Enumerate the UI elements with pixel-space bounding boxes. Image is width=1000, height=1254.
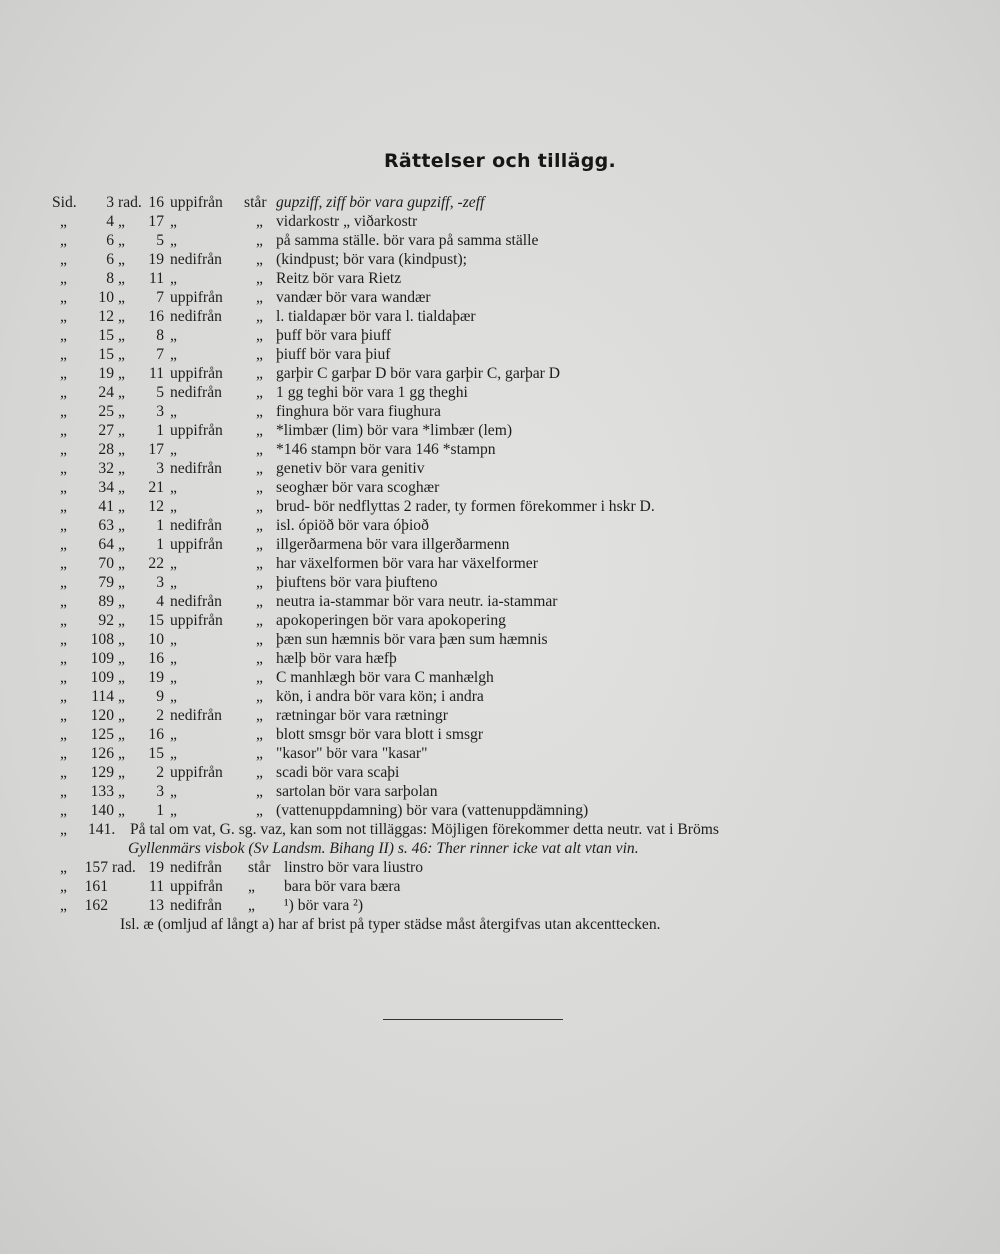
errata-direction: uppifrån [170, 878, 223, 895]
errata-text: þuff bör vara þiuff [276, 327, 392, 344]
errata-direction: „ [170, 327, 177, 344]
errata-text: illgerðarmena bör vara illgerðarmenn [276, 536, 510, 553]
quote-mark: „ [60, 726, 67, 743]
errata-sid: 157 [84, 859, 108, 876]
errata-direction: „ [170, 802, 177, 819]
errata-direction: „ [170, 555, 177, 572]
errata-direction: „ [170, 745, 177, 762]
paragraph-line-2: Gyllenmärs visbok (Sv Landsm. Bihang II) s. 46: Ther rinner icke vat alt vtan vin. [128, 840, 639, 857]
quote-mark: „ [60, 517, 67, 534]
quote-mark: „ [60, 574, 67, 591]
quote-mark: „ [60, 479, 67, 496]
errata-text: þiuff bör vara þiuf [276, 346, 391, 363]
errata-direction: uppifrån [170, 194, 223, 211]
quote-mark: „ [256, 251, 263, 268]
errata-text: (kindpust; bör vara (kindpust); [276, 251, 467, 268]
errata-line: 1 [156, 802, 164, 819]
quote-mark: „ [60, 878, 67, 895]
errata-text: vandær bör vara wandær [276, 289, 431, 306]
quote-mark: „ [118, 631, 125, 648]
errata-list [52, 193, 972, 934]
errata-sid: 19 [98, 365, 114, 382]
errata-row [52, 725, 972, 744]
errata-sid: 24 [98, 384, 114, 401]
errata-line: 3 [156, 574, 164, 591]
errata-direction: uppifrån [170, 536, 223, 553]
quote-mark: „ [60, 384, 67, 401]
errata-direction: „ [170, 574, 177, 591]
errata-line: 17 [148, 213, 164, 230]
quote-mark: „ [60, 897, 67, 914]
errata-row [52, 535, 972, 554]
errata-row [52, 649, 972, 668]
errata-line: 9 [156, 688, 164, 705]
quote-mark: „ [256, 669, 263, 686]
quote-mark: „ [256, 650, 263, 667]
errata-direction: uppifrån [170, 422, 223, 439]
errata-line: 3 [156, 783, 164, 800]
errata-text: l. tialdapær bör vara l. tialdaþær [276, 308, 476, 325]
errata-row [52, 573, 972, 592]
errata-row [52, 744, 972, 763]
errata-text: på samma ställe. bör vara på samma ställe [276, 232, 539, 249]
errata-text: ¹) bör vara ²) [284, 897, 364, 914]
errata-text: (vattenuppdamning) bör vara (vattenuppdämning) [276, 802, 589, 819]
errata-line: 4 [156, 593, 164, 610]
errata-row [52, 592, 972, 611]
errata-text: vidarkostr „ viðarkostr [276, 213, 418, 230]
errata-direction: „ [170, 631, 177, 648]
errata-direction: uppifrån [170, 289, 223, 306]
quote-mark: „ [256, 460, 263, 477]
errata-text: scadi bör vara scaþi [276, 764, 400, 781]
errata-sid: 6 [106, 251, 114, 268]
errata-sid: 140 [90, 802, 114, 819]
errata-row [52, 687, 972, 706]
errata-row [52, 250, 972, 269]
quote-mark: „ [256, 764, 263, 781]
quote-mark: „ [60, 783, 67, 800]
errata-row [52, 269, 972, 288]
errata-row [52, 554, 972, 573]
quote-mark: „ [60, 631, 67, 648]
errata-line: 16 [148, 650, 164, 667]
errata-line: 11 [148, 270, 164, 287]
errata-row [52, 763, 972, 782]
errata-text: þæn sun hæmnis bör vara þæn sum hæmnis [276, 631, 548, 648]
quote-mark: „ [60, 650, 67, 667]
quote-mark: „ [256, 441, 263, 458]
errata-sid: 161 [84, 878, 108, 895]
quote-mark: „ [60, 346, 67, 363]
quote-mark: „ [118, 479, 125, 496]
errata-direction: nedifrån [170, 460, 222, 477]
rad-label: rad. [118, 194, 142, 211]
errata-sid: 63 [98, 517, 114, 534]
quote-mark: „ [256, 612, 263, 629]
quote-mark: „ [256, 403, 263, 420]
errata-sid: 109 [90, 650, 114, 667]
quote-mark: „ [60, 555, 67, 572]
errata-text: apokoperingen bör vara apokopering [276, 612, 506, 629]
errata-row [52, 896, 972, 915]
quote-mark: „ [256, 688, 263, 705]
errata-direction: uppifrån [170, 612, 223, 629]
quote-mark: „ [118, 422, 125, 439]
errata-direction: „ [170, 688, 177, 705]
note-paragraph [52, 820, 972, 858]
quote-mark: „ [60, 688, 67, 705]
errata-text: hælþ bör vara hæfþ [276, 650, 397, 667]
errata-text: Reitz bör vara Rietz [276, 270, 402, 287]
errata-row [52, 497, 972, 516]
errata-line: 7 [156, 346, 164, 363]
quote-mark: „ [118, 764, 125, 781]
quote-mark: „ [60, 289, 67, 306]
errata-row [52, 668, 972, 687]
errata-sid: 89 [98, 593, 114, 610]
quote-mark: „ [256, 555, 263, 572]
errata-direction: nedifrån [170, 251, 222, 268]
errata-row [52, 288, 972, 307]
errata-direction: uppifrån [170, 764, 223, 781]
quote-mark: „ [256, 289, 263, 306]
errata-sid: 8 [106, 270, 114, 287]
errata-sid: 15 [98, 346, 114, 363]
rad-label: rad. [112, 859, 136, 876]
errata-line: 19 [148, 251, 164, 268]
quote-mark: „ [118, 365, 125, 382]
quote-mark: „ [256, 422, 263, 439]
errata-line: 8 [156, 327, 164, 344]
quote-mark: „ [256, 346, 263, 363]
quote-mark: „ [60, 308, 67, 325]
errata-line: 15 [148, 612, 164, 629]
quote-mark: „ [256, 517, 263, 534]
quote-mark: „ [60, 327, 67, 344]
errata-direction: nedifrån [170, 859, 222, 876]
quote-mark: „ [118, 308, 125, 325]
errata-row [52, 231, 972, 250]
quote-mark: „ [60, 251, 67, 268]
errata-text: 1 gg teghi bör vara 1 gg theghi [276, 384, 468, 401]
quote-mark: „ [60, 270, 67, 287]
quote-mark: „ [60, 536, 67, 553]
quote-mark: „ [118, 688, 125, 705]
quote-mark: „ [118, 650, 125, 667]
errata-sid: 15 [98, 327, 114, 344]
errata-direction: nedifrån [170, 308, 222, 325]
errata-direction: „ [170, 270, 177, 287]
errata-sid: 34 [98, 479, 114, 496]
errata-line: 10 [148, 631, 164, 648]
errata-row [52, 782, 972, 801]
errata-text: gupziff, ziff bör vara gupziff, -zeff [276, 194, 485, 211]
quote-mark: „ [60, 859, 67, 876]
errata-line: 5 [156, 384, 164, 401]
errata-line: 1 [156, 422, 164, 439]
quote-mark: „ [118, 213, 125, 230]
quote-mark: „ [60, 213, 67, 230]
errata-row [52, 307, 972, 326]
errata-row [52, 212, 972, 231]
errata-line: 16 [148, 194, 164, 211]
errata-text: rætningar bör vara rætningr [276, 707, 448, 724]
sid-label: Sid. [52, 194, 77, 211]
errata-row-first [52, 193, 972, 212]
quote-mark: „ [256, 308, 263, 325]
quote-mark: „ [256, 631, 263, 648]
errata-row [52, 383, 972, 402]
star-label: står [248, 859, 271, 876]
quote-mark: „ [256, 365, 263, 382]
quote-mark: „ [118, 536, 125, 553]
quote-mark: „ [118, 802, 125, 819]
errata-sid: 41 [98, 498, 114, 515]
errata-row [52, 364, 972, 383]
quote-mark: „ [118, 593, 125, 610]
footnote [52, 915, 972, 934]
errata-text: linstro bör vara liustro [284, 859, 424, 876]
errata-text: garþir C garþar D bör vara garþir C, garþar D [276, 365, 561, 382]
quote-mark: „ [118, 327, 125, 344]
quote-mark: „ [256, 745, 263, 762]
page-title: Rättelser och tillägg. [383, 150, 617, 172]
quote-mark: „ [256, 498, 263, 515]
errata-line: 17 [148, 441, 164, 458]
errata-sid: 6 [106, 232, 114, 249]
quote-mark: „ [256, 479, 263, 496]
errata-sid: 92 [98, 612, 114, 629]
errata-text: blott smsgr bör vara blott i smsgr [276, 726, 484, 743]
quote-mark: „ [118, 612, 125, 629]
errata-line: 19 [148, 859, 164, 876]
quote-mark: „ [118, 726, 125, 743]
errata-row [52, 345, 972, 364]
separator-rule [383, 1019, 563, 1020]
errata-text: C manhlægh bör vara C manhælgh [276, 669, 494, 686]
quote-mark: „ [256, 726, 263, 743]
paragraph-sid: 141. [88, 821, 116, 838]
errata-row [52, 801, 972, 820]
quote-mark: „ [60, 802, 67, 819]
quote-mark: „ [118, 346, 125, 363]
quote-mark: „ [118, 498, 125, 515]
errata-direction: nedifrån [170, 384, 222, 401]
errata-direction: „ [170, 498, 177, 515]
errata-text: neutra ia-stammar bör vara neutr. ia-stammar [276, 593, 558, 610]
errata-text: seoghær bör vara scoghær [276, 479, 440, 496]
errata-line: 13 [148, 897, 164, 914]
errata-direction: „ [170, 669, 177, 686]
quote-mark: „ [256, 327, 263, 344]
errata-line: 7 [156, 289, 164, 306]
errata-row [52, 516, 972, 535]
errata-sid: 126 [90, 745, 114, 762]
quote-mark: „ [60, 403, 67, 420]
errata-line: 16 [148, 726, 164, 743]
errata-row [52, 326, 972, 345]
errata-line: 5 [156, 232, 164, 249]
errata-sid: 109 [90, 669, 114, 686]
quote-mark: „ [60, 232, 67, 249]
quote-mark: „ [118, 251, 125, 268]
quote-mark: „ [118, 669, 125, 686]
quote-mark: „ [60, 441, 67, 458]
quote-mark: „ [60, 669, 67, 686]
errata-row [52, 421, 972, 440]
errata-line: 19 [148, 669, 164, 686]
errata-row [52, 459, 972, 478]
errata-line: 21 [148, 479, 164, 496]
errata-line: 12 [148, 498, 164, 515]
quote-mark: „ [256, 384, 263, 401]
errata-row [52, 440, 972, 459]
footnote-text: Isl. æ (omljud af långt a) har af brist på typer städse måst återgifvas utan akcenttecken. [120, 916, 661, 933]
errata-direction: „ [170, 441, 177, 458]
errata-line: 3 [156, 460, 164, 477]
paragraph-line-1: På tal om vat, G. sg. vaz, kan som not tilläggas: Möjligen förekommer detta neutr. vat i Bröms [130, 821, 719, 838]
errata-line: 1 [156, 517, 164, 534]
errata-sid: 32 [98, 460, 114, 477]
errata-sid: 114 [91, 688, 114, 705]
quote-mark: „ [60, 460, 67, 477]
errata-row [52, 630, 972, 649]
quote-mark: „ [118, 270, 125, 287]
quote-mark: „ [118, 460, 125, 477]
quote-mark: „ [256, 593, 263, 610]
errata-text: isl. ópiöð bör vara óþioð [276, 517, 429, 534]
quote-mark: „ [60, 745, 67, 762]
quote-mark: „ [256, 270, 263, 287]
errata-direction: „ [170, 232, 177, 249]
star-label: „ [248, 878, 255, 895]
errata-sid: 108 [90, 631, 114, 648]
quote-mark: „ [60, 593, 67, 610]
errata-text: bara bör vara bæra [284, 878, 401, 895]
errata-sid: 120 [90, 707, 114, 724]
quote-mark: „ [118, 232, 125, 249]
quote-mark: „ [60, 422, 67, 439]
star-label: „ [248, 897, 255, 914]
errata-sid: 129 [90, 764, 114, 781]
quote-mark: „ [60, 821, 67, 838]
quote-mark: „ [118, 555, 125, 572]
errata-row [52, 611, 972, 630]
quote-mark: „ [118, 289, 125, 306]
quote-mark: „ [256, 574, 263, 591]
quote-mark: „ [256, 536, 263, 553]
errata-sid: 3 [106, 194, 114, 211]
quote-mark: „ [60, 612, 67, 629]
errata-text: "kasor" bör vara "kasar" [276, 745, 428, 762]
errata-line: 2 [156, 764, 164, 781]
errata-line: 15 [148, 745, 164, 762]
errata-rows-late [52, 858, 972, 915]
errata-row [52, 706, 972, 725]
quote-mark: „ [60, 498, 67, 515]
errata-line: 22 [148, 555, 164, 572]
errata-direction: „ [170, 403, 177, 420]
errata-sid: 4 [106, 213, 114, 230]
errata-line: 1 [156, 536, 164, 553]
quote-mark: „ [60, 707, 67, 724]
errata-sid: 25 [98, 403, 114, 420]
errata-direction: nedifrån [170, 517, 222, 534]
errata-text: *limbær (lim) bör vara *limbær (lem) [276, 422, 513, 439]
quote-mark: „ [256, 213, 263, 230]
errata-sid: 162 [84, 897, 108, 914]
errata-text: sartolan bör vara sarþolan [276, 783, 438, 800]
errata-sid: 133 [90, 783, 114, 800]
quote-mark: „ [256, 232, 263, 249]
quote-mark: „ [256, 707, 263, 724]
errata-sid: 12 [98, 308, 114, 325]
errata-sid: 125 [90, 726, 114, 743]
errata-sid: 28 [98, 441, 114, 458]
quote-mark: „ [118, 574, 125, 591]
errata-direction: „ [170, 783, 177, 800]
errata-direction: uppifrån [170, 365, 223, 382]
errata-rows [52, 212, 972, 820]
errata-direction: „ [170, 213, 177, 230]
errata-direction: „ [170, 479, 177, 496]
errata-direction: nedifrån [170, 593, 222, 610]
quote-mark: „ [256, 783, 263, 800]
errata-row [52, 478, 972, 497]
quote-mark: „ [118, 745, 125, 762]
quote-mark: „ [118, 384, 125, 401]
errata-text: *146 stampn bör vara 146 *stampn [276, 441, 496, 458]
quote-mark: „ [118, 517, 125, 534]
quote-mark: „ [118, 783, 125, 800]
errata-sid: 64 [98, 536, 114, 553]
errata-direction: „ [170, 650, 177, 667]
errata-text: har växelformen bör vara har växelformer [276, 555, 538, 572]
errata-row [52, 402, 972, 421]
quote-mark: „ [118, 707, 125, 724]
errata-sid: 79 [98, 574, 114, 591]
errata-text: þiuftens bör vara þiufteno [276, 574, 438, 591]
errata-text: brud- bör nedflyttas 2 rader, ty formen förekommer i hskr D. [276, 498, 655, 515]
errata-direction: „ [170, 346, 177, 363]
errata-text: kön, i andra bör vara kön; i andra [276, 688, 484, 705]
errata-sid: 27 [98, 422, 114, 439]
quote-mark: „ [256, 802, 263, 819]
errata-direction: nedifrån [170, 707, 222, 724]
errata-line: 11 [148, 365, 164, 382]
quote-mark: „ [118, 403, 125, 420]
errata-line: 3 [156, 403, 164, 420]
errata-text: finghura bör vara fiughura [276, 403, 441, 420]
errata-text: genetiv bör vara genitiv [276, 460, 425, 477]
errata-line: 2 [156, 707, 164, 724]
quote-mark: „ [60, 764, 67, 781]
quote-mark: „ [118, 441, 125, 458]
errata-direction: nedifrån [170, 897, 222, 914]
errata-line: 16 [148, 308, 164, 325]
errata-sid: 10 [98, 289, 114, 306]
errata-sid: 70 [98, 555, 114, 572]
errata-line: 11 [148, 878, 164, 895]
errata-row [52, 858, 972, 877]
errata-row [52, 877, 972, 896]
star-label: står [244, 194, 267, 211]
errata-direction: „ [170, 726, 177, 743]
quote-mark: „ [60, 365, 67, 382]
